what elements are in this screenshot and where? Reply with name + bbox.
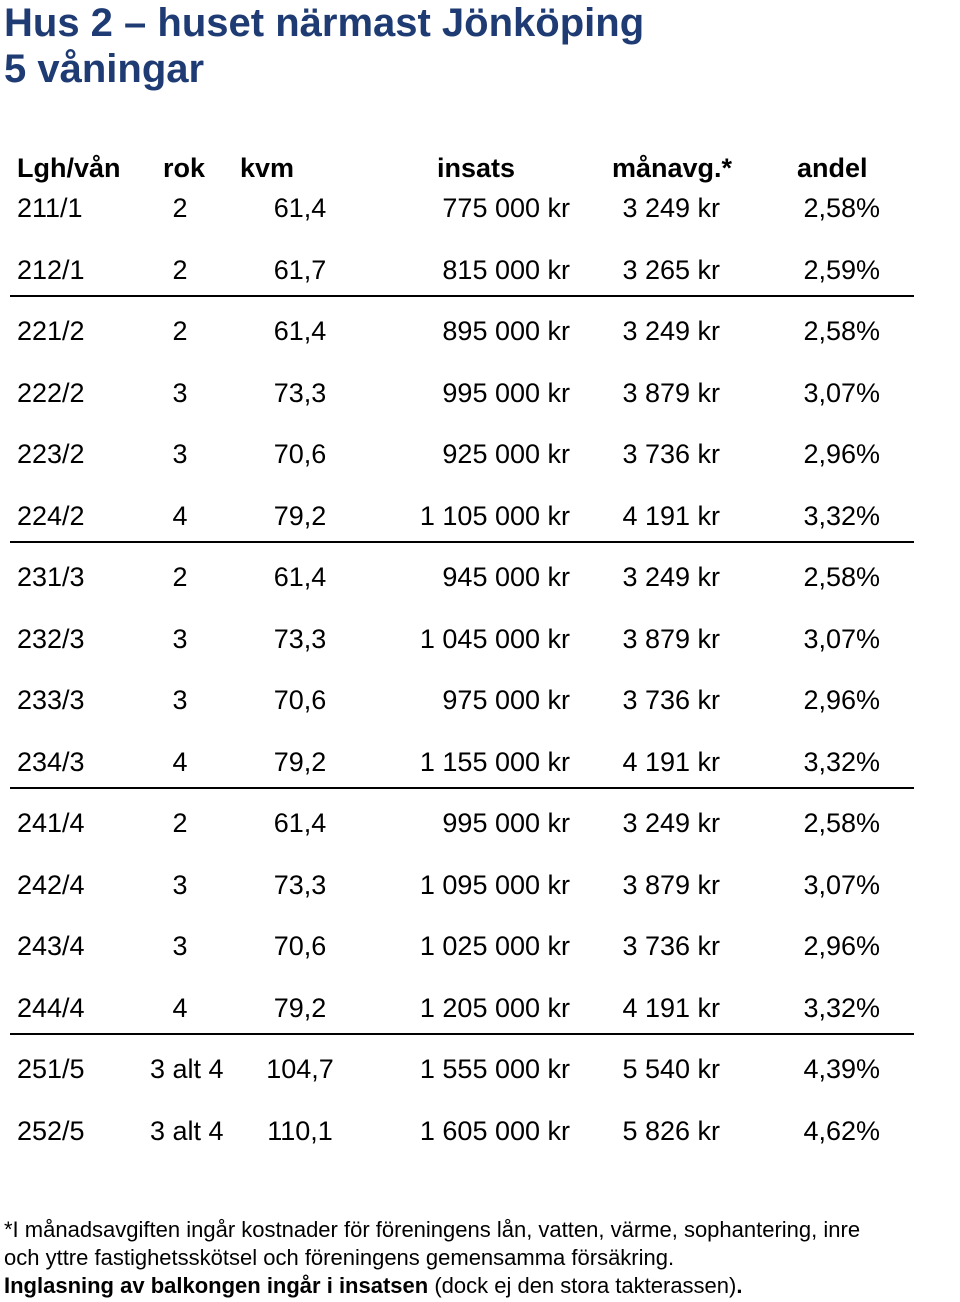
area-cell: 70,6 — [273, 685, 327, 715]
deposit-cell: 925 000 kr — [442, 439, 570, 469]
share-cell: 4,62% — [803, 1115, 880, 1146]
table-row — [0, 496, 960, 558]
floor-divider — [10, 1033, 914, 1035]
share-cell: 3,32% — [803, 500, 880, 531]
rooms-cell: 3 — [172, 623, 188, 654]
apartment-cell: 243/4 — [17, 931, 85, 961]
footnote-line-1: *I månadsavgiften ingår kostnader för föreningens lån, vatten, värme, sophantering, inre — [4, 1217, 861, 1242]
share-cell: 3,32% — [803, 992, 880, 1023]
area-cell: 104,7 — [266, 1054, 334, 1084]
balcony-note-rest: (dock ej den stora takterassen) — [428, 1273, 737, 1298]
monthly-fee-cell: 4 191 kr — [622, 992, 720, 1023]
deposit-cell: 1 605 000 kr — [419, 1115, 570, 1146]
table-row — [0, 250, 960, 312]
monthly-fee-cell: 3 249 kr — [622, 562, 720, 592]
rooms-cell: 3 — [172, 931, 188, 961]
area-cell: 61,4 — [273, 808, 327, 838]
share-cell: 2,58% — [803, 193, 880, 223]
balcony-note-end: . — [736, 1273, 743, 1298]
header-monthly-fee: månavg.* — [612, 153, 733, 183]
deposit-cell: 995 000 kr — [442, 808, 570, 838]
area-cell: 73,3 — [273, 377, 327, 408]
apartment-cell: 223/2 — [17, 439, 85, 469]
apartment-cell: 241/4 — [17, 808, 85, 838]
deposit-cell: 975 000 kr — [442, 685, 570, 715]
apartment-cell: 252/5 — [17, 1115, 85, 1146]
table-header-row — [0, 148, 960, 188]
deposit-cell: 945 000 kr — [442, 562, 570, 592]
table-row — [0, 373, 960, 435]
deposit-cell: 895 000 kr — [442, 316, 570, 346]
rooms-cell: 3 alt 4 — [150, 1115, 224, 1146]
monthly-fee-cell: 5 540 kr — [622, 1054, 720, 1084]
floor-divider — [10, 541, 914, 543]
floor-divider — [10, 787, 914, 789]
area-cell: 70,6 — [273, 931, 327, 961]
monthly-fee-cell: 3 736 kr — [622, 439, 720, 469]
deposit-cell: 1 095 000 kr — [419, 869, 570, 900]
area-cell: 79,2 — [273, 992, 327, 1023]
header-rooms: rok — [163, 153, 206, 183]
apartment-cell: 234/3 — [17, 746, 85, 777]
monthly-fee-cell: 3 879 kr — [622, 623, 720, 654]
title-line-2: 5 våningar — [4, 47, 205, 91]
deposit-cell: 775 000 kr — [442, 193, 570, 223]
deposit-cell: 1 025 000 kr — [419, 931, 570, 961]
header-deposit: insats — [437, 153, 516, 183]
table-row — [0, 926, 960, 988]
table-row — [0, 557, 960, 619]
table-row — [0, 742, 960, 804]
apartment-cell: 251/5 — [17, 1054, 85, 1084]
footnote — [4, 1216, 960, 1300]
area-cell: 61,4 — [273, 193, 327, 223]
share-cell: 2,96% — [803, 931, 880, 961]
monthly-fee-cell: 3 879 kr — [622, 377, 720, 408]
area-cell: 110,1 — [267, 1115, 333, 1146]
rooms-cell: 4 — [172, 746, 188, 777]
rooms-cell: 3 — [172, 869, 188, 900]
footnote-line-2: och yttre fastighetsskötsel och föreningens gemensamma försäkring. — [4, 1245, 675, 1270]
monthly-fee-cell: 5 826 kr — [622, 1115, 720, 1146]
area-cell: 61,7 — [273, 254, 327, 285]
rooms-cell: 3 — [172, 377, 188, 408]
share-cell: 3,07% — [803, 623, 880, 654]
rooms-cell: 3 alt 4 — [150, 1054, 224, 1084]
deposit-cell: 1 205 000 kr — [419, 992, 570, 1023]
monthly-fee-cell: 3 736 kr — [622, 931, 720, 961]
table-row — [0, 988, 960, 1050]
monthly-fee-cell: 3 249 kr — [622, 193, 720, 223]
share-cell: 3,07% — [803, 377, 880, 408]
apartment-cell: 244/4 — [17, 992, 85, 1023]
table-row — [0, 865, 960, 927]
title-line-1: Hus 2 – huset närmast Jönköping — [4, 1, 645, 45]
header-share: andel — [797, 153, 868, 183]
deposit-cell: 1 105 000 kr — [419, 500, 570, 531]
footnote-line-3 — [4, 1272, 960, 1300]
share-cell: 2,59% — [803, 254, 880, 285]
rooms-cell: 3 — [172, 685, 188, 715]
table-row — [0, 434, 960, 496]
area-cell: 73,3 — [273, 623, 327, 654]
area-cell: 70,6 — [273, 439, 327, 469]
monthly-fee-cell: 4 191 kr — [622, 746, 720, 777]
apartment-cell: 231/3 — [17, 562, 85, 592]
rooms-cell: 2 — [172, 254, 188, 285]
table-row — [0, 803, 960, 865]
rooms-cell: 2 — [172, 808, 188, 838]
share-cell: 2,58% — [803, 316, 880, 346]
header-apartment-floor: Lgh/vån — [17, 153, 121, 183]
share-cell: 4,39% — [803, 1054, 880, 1084]
rooms-cell: 3 — [172, 439, 188, 469]
table-row — [0, 680, 960, 742]
share-cell: 2,96% — [803, 439, 880, 469]
monthly-fee-cell: 3 249 kr — [622, 808, 720, 838]
apartment-cell: 211/1 — [17, 193, 83, 223]
area-cell: 79,2 — [273, 500, 327, 531]
apartment-cell: 232/3 — [17, 623, 85, 654]
table-row — [0, 311, 960, 373]
share-cell: 3,32% — [803, 746, 880, 777]
balcony-note-bold: Inglasning av balkongen ingår i insatsen — [4, 1273, 429, 1298]
area-cell: 61,4 — [273, 316, 327, 346]
apartment-cell: 212/1 — [17, 254, 85, 285]
floor-divider — [10, 295, 914, 297]
area-cell: 61,4 — [273, 562, 327, 592]
rooms-cell: 2 — [172, 562, 188, 592]
share-cell: 2,58% — [803, 562, 880, 592]
deposit-cell: 1 045 000 kr — [419, 623, 570, 654]
deposit-cell: 1 555 000 kr — [419, 1054, 570, 1084]
page-title — [4, 0, 644, 92]
monthly-fee-cell: 3 265 kr — [622, 254, 720, 285]
area-cell: 79,2 — [273, 746, 327, 777]
rooms-cell: 4 — [172, 992, 188, 1023]
share-cell: 2,58% — [803, 808, 880, 838]
apartment-cell: 233/3 — [17, 685, 85, 715]
apartment-table — [0, 148, 960, 1172]
deposit-cell: 995 000 kr — [442, 377, 570, 408]
share-cell: 2,96% — [803, 685, 880, 715]
table-row — [0, 619, 960, 681]
table-row — [0, 188, 960, 250]
area-cell: 73,3 — [273, 869, 327, 900]
deposit-cell: 815 000 kr — [442, 254, 570, 285]
apartment-cell: 221/2 — [17, 316, 85, 346]
apartment-cell: 222/2 — [17, 377, 85, 408]
header-area: kvm — [240, 153, 295, 183]
rooms-cell: 2 — [172, 193, 188, 223]
share-cell: 3,07% — [803, 869, 880, 900]
apartment-cell: 242/4 — [17, 869, 85, 900]
apartment-cell: 224/2 — [17, 500, 85, 531]
monthly-fee-cell: 3 736 kr — [622, 685, 720, 715]
rooms-cell: 4 — [172, 500, 188, 531]
monthly-fee-cell: 4 191 kr — [622, 500, 720, 531]
table-row — [0, 1111, 960, 1173]
deposit-cell: 1 155 000 kr — [419, 746, 570, 777]
rooms-cell: 2 — [172, 316, 188, 346]
table-row — [0, 1049, 960, 1111]
monthly-fee-cell: 3 249 kr — [622, 316, 720, 346]
monthly-fee-cell: 3 879 kr — [622, 869, 720, 900]
